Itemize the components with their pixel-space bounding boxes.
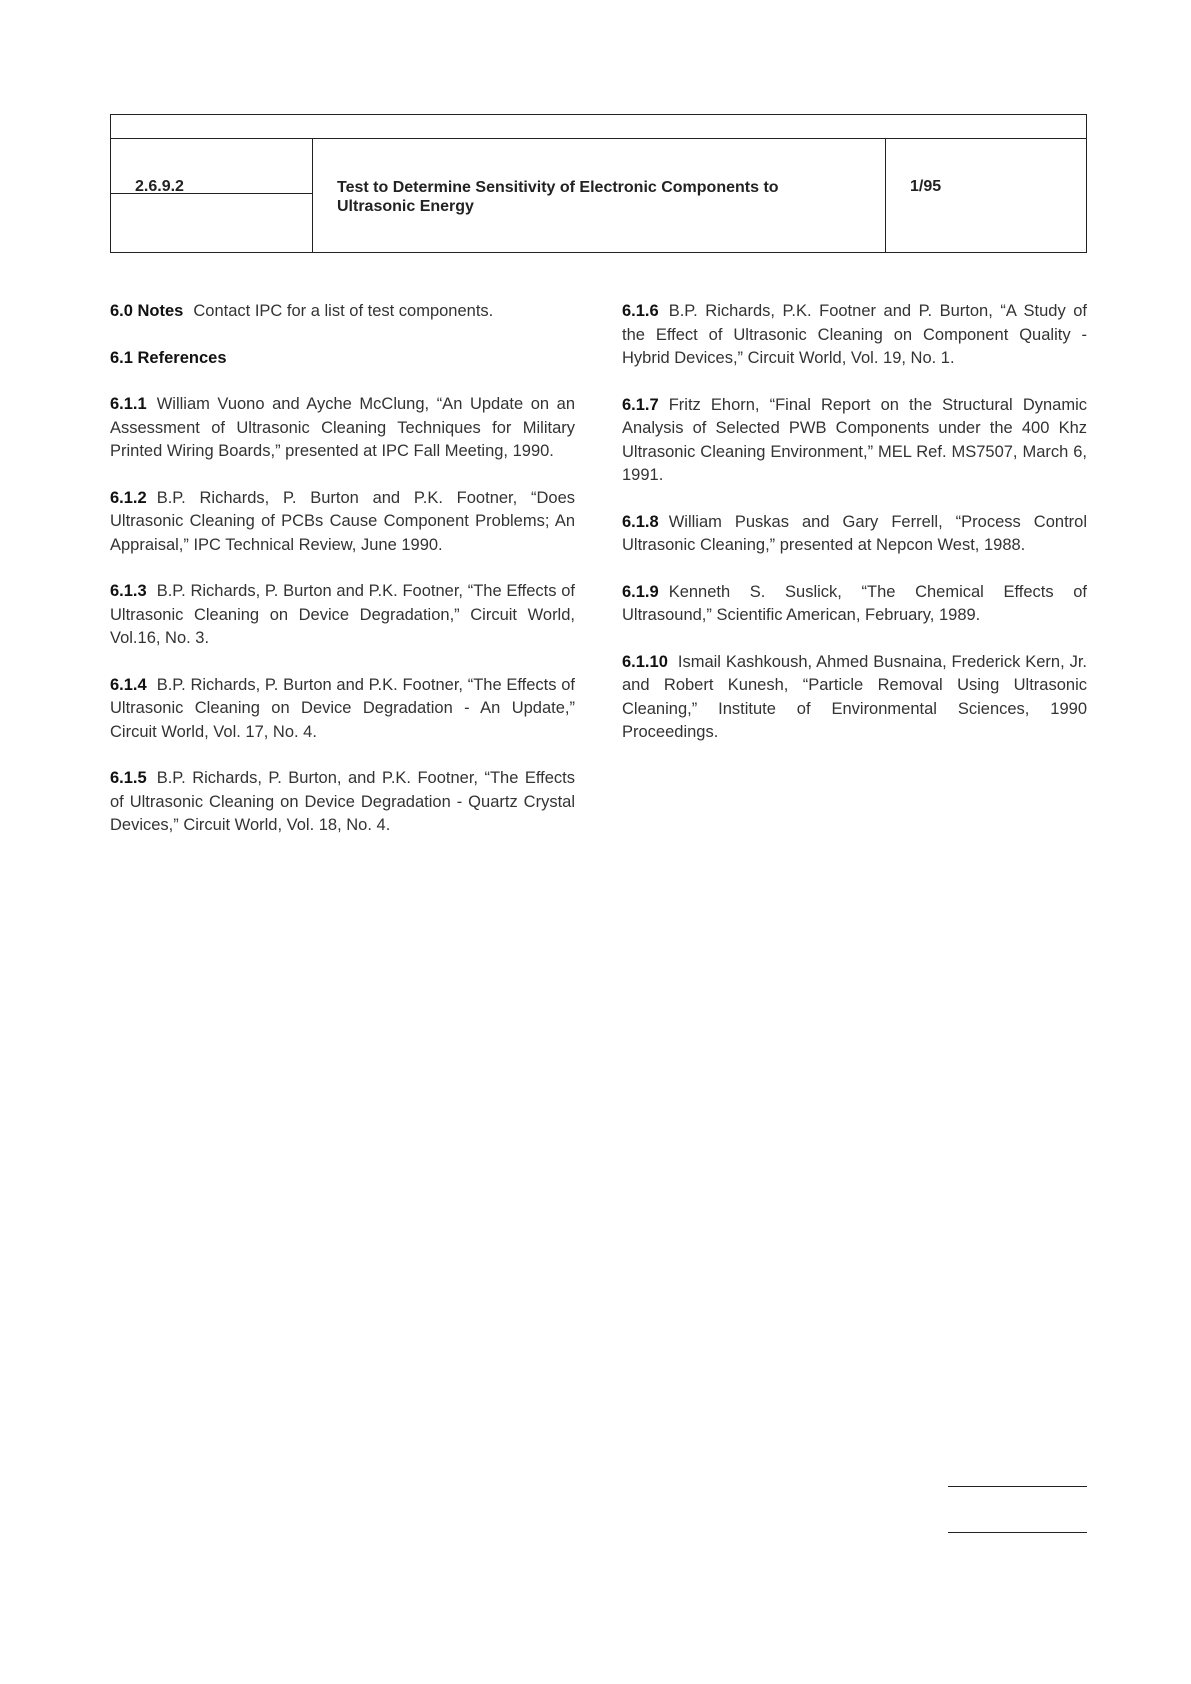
document-header	[110, 114, 1087, 253]
reference-id: 6.1.1	[110, 395, 147, 413]
signature-line	[948, 1532, 1087, 1533]
reference-item	[622, 581, 1087, 628]
reference-text: Fritz Ehorn, “Final Report on the Structural Dynamic Analysis of Selected PWB Components under the 400 Khz Ultrasonic Cleaning Environment,” MEL Ref. MS7507, March 6, 1991.	[622, 395, 1087, 484]
header-number-cell	[111, 138, 313, 252]
document-date: 1/95	[910, 178, 942, 195]
references-heading: 6.1 References	[110, 348, 227, 367]
reference-id: 6.1.2	[110, 488, 147, 507]
reference-text: B.P. Richards, P. Burton and P.K. Footner, “The Effects of Ultrasonic Cleaning on Device Degradation,” Circuit World, Vol.16, No. 3.	[110, 582, 575, 647]
reference-item	[622, 300, 1087, 371]
left-column	[110, 300, 575, 861]
reference-item	[110, 580, 575, 651]
reference-id: 6.1.8	[622, 512, 659, 531]
notes-text: Contact IPC for a list of test components.	[193, 302, 494, 320]
header-top-band	[111, 115, 1086, 139]
reference-item	[622, 394, 1087, 488]
right-column	[622, 300, 1087, 768]
reference-item	[110, 487, 575, 558]
reference-text: Ismail Kashkoush, Ahmed Busnaina, Frederick Kern, Jr. and Robert Kunesh, “Particle Removal Using Ultrasonic Cleaning,” Institute of Environmental Sciences, 1990 Proceedings.	[622, 652, 1087, 741]
reference-id: 6.1.10	[622, 652, 668, 671]
reference-text: William Vuono and Ayche McClung, “An Update on an Assessment of Ultrasonic Cleaning Techniques for Military Printed Wiring Boards,” presented at IPC Fall Meeting, 1990.	[110, 395, 575, 460]
header-date-cell	[886, 138, 1086, 252]
reference-text: B.P. Richards, P.K. Footner and P. Burton, “A Study of the Effect of Ultrasonic Cleaning on Component Quality - Hybrid Devices,” Circuit World, Vol. 19, No. 1.	[622, 302, 1087, 367]
notes-paragraph	[110, 300, 575, 324]
reference-id: 6.1.7	[622, 395, 659, 414]
reference-text: B.P. Richards, P. Burton, and P.K. Footner, “The Effects of Ultrasonic Cleaning on Device Degradation - Quartz Crystal Devices,” Circuit World, Vol. 18, No. 4.	[110, 769, 575, 834]
reference-text: Kenneth S. Suslick, “The Chemical Effects of Ultrasound,” Scientific American, February, 1989.	[622, 582, 1087, 624]
notes-label: 6.0 Notes	[110, 302, 184, 320]
reference-item	[622, 511, 1087, 558]
reference-item	[110, 767, 575, 838]
signature-line	[948, 1486, 1087, 1487]
reference-item	[110, 393, 575, 464]
reference-text: B.P. Richards, P. Burton and P.K. Footner, “Does Ultrasonic Cleaning of PCBs Cause Component Problems; An Appraisal,” IPC Technical Review, June 1990.	[110, 488, 575, 554]
reference-text: B.P. Richards, P. Burton and P.K. Footner, “The Effects of Ultrasonic Cleaning on Device Degradation - An Update,” Circuit World, Vol. 17, No. 4.	[110, 675, 575, 741]
document-title: Test to Determine Sensitivity of Electronic Components to Ultrasonic Energy	[337, 179, 779, 215]
reference-text: William Puskas and Gary Ferrell, “Process Control Ultrasonic Cleaning,” presented at Nepcon West, 1988.	[622, 512, 1087, 554]
header-title-cell	[313, 138, 886, 252]
reference-id: 6.1.6	[622, 302, 659, 320]
reference-item	[622, 651, 1087, 745]
reference-id: 6.1.4	[110, 675, 147, 694]
reference-id: 6.1.9	[622, 582, 659, 601]
reference-id: 6.1.3	[110, 582, 147, 600]
document-number: 2.6.9.2	[135, 178, 184, 195]
number-cell-divider	[111, 193, 312, 194]
reference-id: 6.1.5	[110, 769, 147, 787]
reference-item	[110, 674, 575, 745]
